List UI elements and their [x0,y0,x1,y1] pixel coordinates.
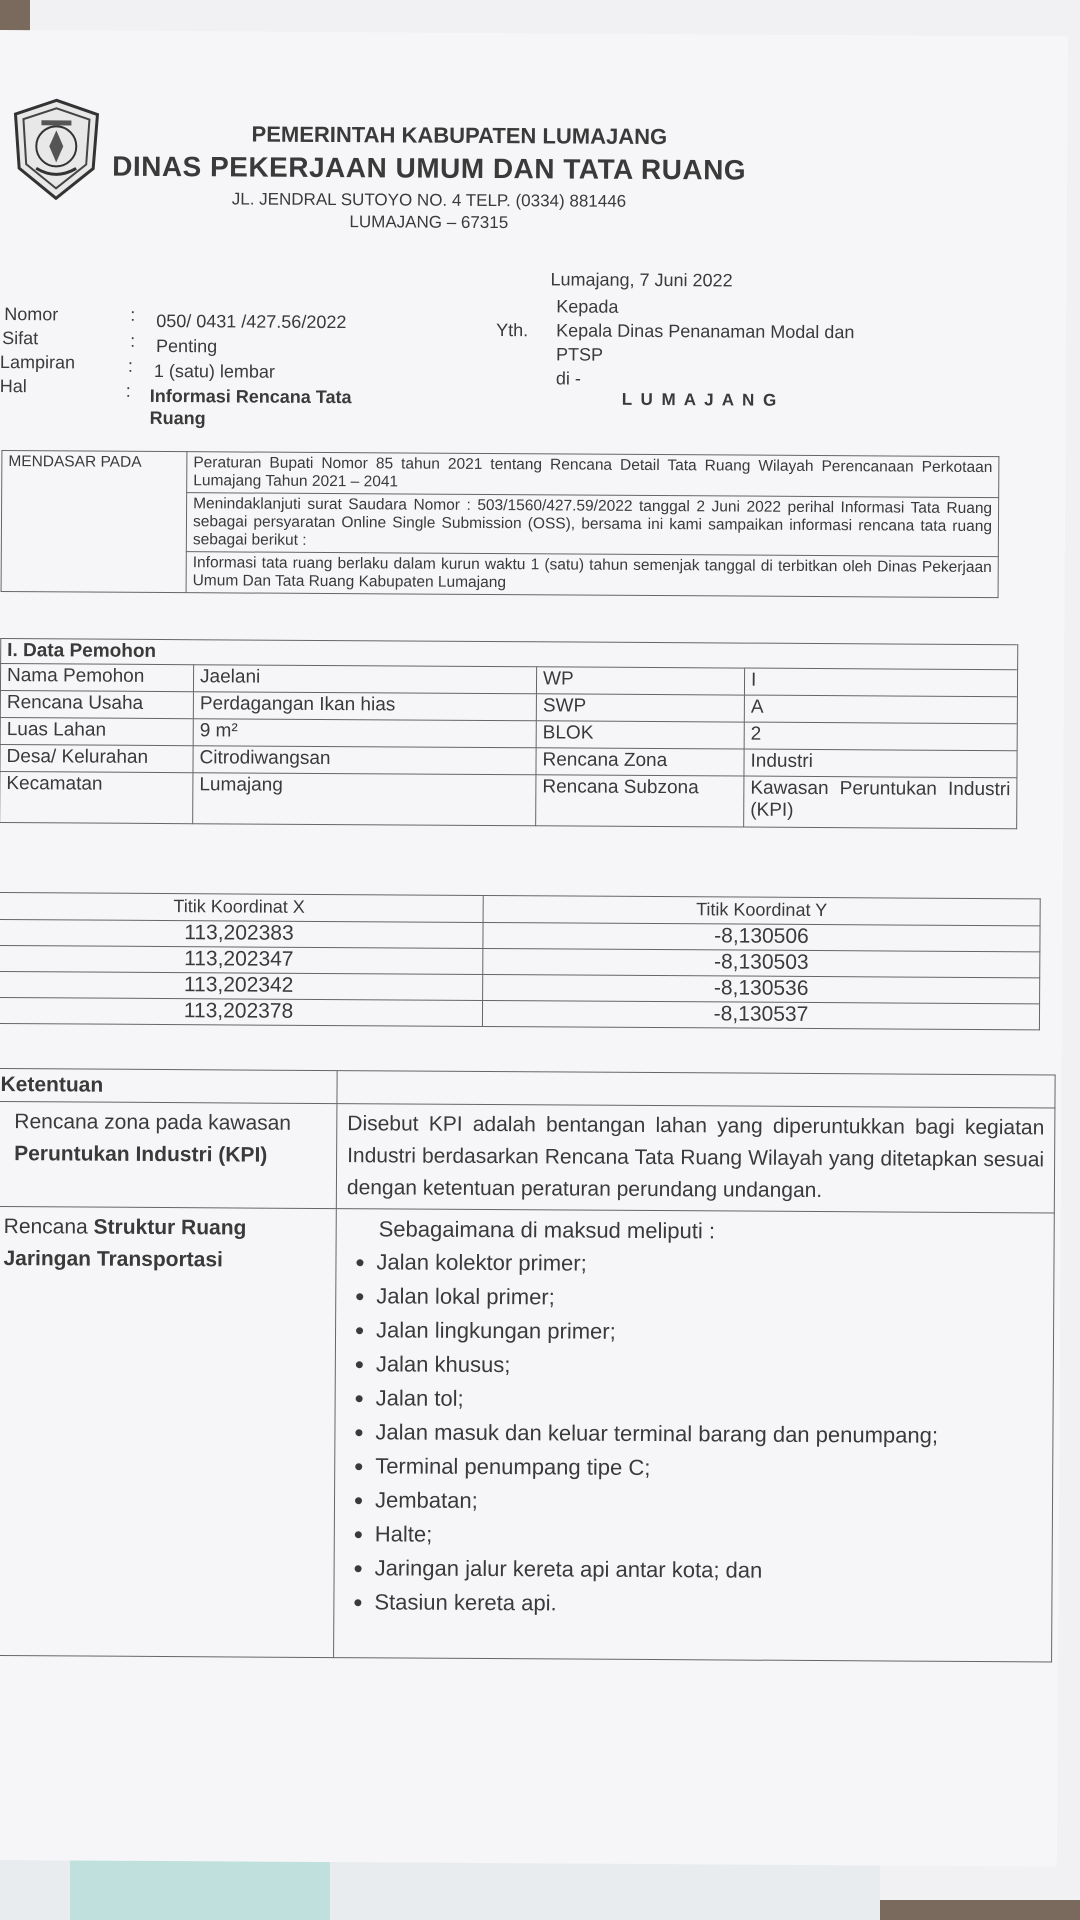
field-hal-value: Informasi Rencana Tata Ruang [149,385,352,429]
field-lampiran-value: 1 (satu) lembar [153,360,276,382]
field-nomor-value: 050/ 0431 /427.56/2022 [156,310,347,333]
koordinat-x: 113,202347 [0,945,483,974]
ketentuan-row2-intro: Sebagaimana di maksud meliputi : [378,1216,716,1244]
koordinat-x: 113,202383 [0,919,483,948]
koordinat-header-y: Titik Koordinat Y [483,895,1040,925]
pemohon-label: BLOK [536,721,744,749]
transport-list [344,1245,1043,1623]
pemohon-value: Citrodiwangsan [193,746,536,775]
field-nomor-label: Nomor [4,304,59,325]
kepada-label: Kepada [556,296,619,317]
list-item: • Jalan tol; [376,1381,1043,1419]
pemohon-table [0,638,1018,829]
list-item: • Halte; [375,1517,1042,1555]
table-row [0,997,1040,1029]
pemohon-label: Rencana Usaha [0,691,193,719]
koordinat-table [0,892,1041,1030]
mendasar-label: MENDASAR PADA [1,451,187,593]
recipient-line1: Kepala Dinas Penanaman Modal dan [556,320,855,343]
koordinat-y: -8,130536 [483,974,1040,1003]
field-hal-colon: : [125,380,131,401]
field-lampiran-label: Lampiran [0,352,76,373]
list-item: • Jalan lingkungan primer; [376,1313,1043,1351]
ketentuan-row1-text: Disebut KPI adalah bentangan lahan yang diperuntukkan bagi kegiatan Industri berdasarkan Rencana Tata Ruang Wilayah yang ditetapkan sesuai dengan ketentuan peraturan perundang undangan. [336,1104,1055,1213]
pemohon-value: Perdagangan Ikan hias [193,692,536,721]
koordinat-x: 113,202342 [0,971,483,1000]
pemohon-value: I [744,668,1017,697]
field-sifat-colon: : [130,330,136,351]
pemohon-label: Kecamatan [0,772,193,824]
pemohon-label: Desa/ Kelurahan [0,745,193,773]
list-item: • Jalan kolektor primer; [376,1245,1043,1283]
yth-label: Yth. [496,320,529,341]
list-item: • Terminal penumpang tipe C; [375,1449,1042,1487]
ketentuan-title: Ketentuan [0,1068,337,1103]
koordinat-y: -8,130506 [483,922,1040,951]
pemohon-value: Kawasan Peruntukan Industri (KPI) [744,776,1017,829]
pemohon-label: Rencana Subzona [536,775,744,827]
ketentuan-row2-label-a: Rencana [3,1215,88,1239]
place-date: Lumajang, 7 Juni 2022 [550,269,733,291]
table-row [0,1101,1055,1212]
pemohon-label: Nama Pemohon [0,664,193,692]
recipient-city: L U M A J A N G [621,389,779,410]
field-sifat-label: Sifat [2,328,39,349]
ketentuan-row1-label-a: Rencana zona pada kawasan [14,1110,292,1135]
list-item: • Stasiun kereta api. [374,1585,1041,1623]
pemohon-label: Rencana Zona [536,748,744,776]
letterhead-government: PEMERINTAH KABUPATEN LUMAJANG [251,121,668,150]
koordinat-header-x: Titik Koordinat X [0,892,483,922]
recipient-line2: PTSP [555,344,604,365]
background-paper-strip [70,1855,330,1920]
letterhead-city: LUMAJANG – 67315 [349,212,509,233]
ketentuan-table [0,1068,1056,1662]
list-item: • Jembatan; [375,1483,1042,1521]
pemohon-value: Jaelani [193,665,536,694]
ketentuan-row2-label-c: Jaringan Transportasi [3,1247,223,1272]
list-item: • Jaringan jalur kereta api antar kota; dan [375,1551,1042,1589]
list-item: • Jalan khusus; [376,1347,1043,1385]
ketentuan-row2-label-b: Struktur Ruang [93,1215,247,1240]
koordinat-x: 113,202378 [0,997,483,1026]
table-row [0,1206,1054,1661]
mendasar-row-2: Menindaklanjuti surat Saudara Nomor : 503/1560/427.59/2022 tanggal 2 Juni 2022 perihal Informasi Tata Ruang sebagai persyaratan Online Single Submission (OSS), bersama ini kami sampaikan informasi rencana tata ruang sebagai berikut : [186,493,998,557]
pemohon-label: WP [536,667,744,695]
table-row [0,772,1017,829]
field-lampiran-colon: : [127,355,134,376]
list-item: • Jalan lokal primer; [376,1279,1043,1317]
list-item: • Jalan masuk dan keluar terminal barang dan penumpang; [375,1415,1042,1453]
di-label: di - [555,368,581,389]
field-hal-label: Hal [0,376,27,397]
ketentuan-row1-label-b: Peruntukan Industri (KPI) [14,1142,268,1167]
koordinat-y: -8,130503 [483,948,1040,977]
pemohon-value: 2 [744,722,1017,751]
pemohon-value: Lumajang [193,773,536,826]
mendasar-table [1,450,1000,598]
pemohon-value: A [744,695,1017,724]
letterhead-address: JL. JENDRAL SUTOYO NO. 4 TELP. (0334) 881446 [231,189,627,211]
pemohon-label: Luas Lahan [0,718,193,746]
pemohon-value: 9 m² [193,719,536,748]
pemohon-label: SWP [536,694,744,722]
letter-page [0,30,1068,1866]
pemohon-value: Industri [744,749,1017,778]
pemohon-title: I. Data Pemohon [1,639,1018,670]
letterhead-agency: DINAS PEKERJAAN UMUM DAN TATA RUANG [112,150,747,186]
field-sifat-value: Penting [156,335,218,357]
field-nomor-colon: : [130,304,136,325]
mendasar-row-1: Peraturan Bupati Nomor 85 tahun 2021 tentang Rencana Detail Tata Ruang Wilayah Perencanaan Perkotaan Lumajang Tahun 2021 – 2041 [187,452,999,498]
mendasar-row-3: Informasi tata ruang berlaku dalam kurun waktu 1 (satu) tahun semenjak tanggal di terbitkan oleh Dinas Pekerjaan Umum Dan Tata Ruang Kabupaten Lumajang [186,552,998,598]
koordinat-y: -8,130537 [482,1000,1039,1029]
